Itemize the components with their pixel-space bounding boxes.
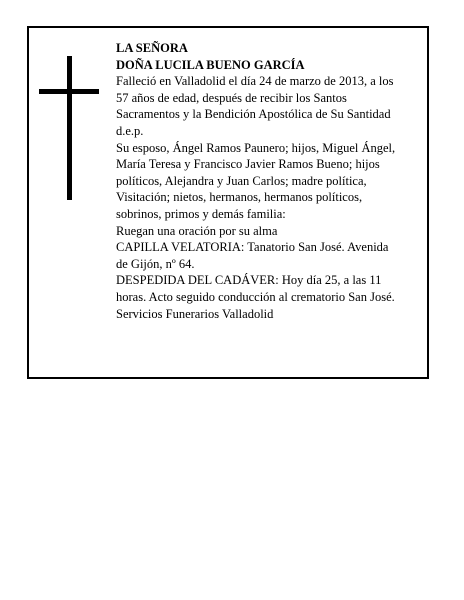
cross-vertical-bar bbox=[67, 56, 72, 200]
notice-line: DESPEDIDA DEL CADÁVER: Hoy día 25, a las 11 bbox=[116, 273, 382, 288]
cross-horizontal-bar bbox=[39, 89, 99, 94]
notice-line: CAPILLA VELATORIA: Tanatorio San José. Avenida bbox=[116, 240, 389, 255]
notice-title: LA SEÑORA bbox=[116, 41, 188, 55]
notice-line: Su esposo, Ángel Ramos Paunero; hijos, Miguel Ángel, bbox=[116, 140, 396, 155]
obituary-notice bbox=[27, 26, 429, 379]
notice-text bbox=[116, 40, 428, 322]
notice-line: horas. Acto seguido conducción al crematorio San José. bbox=[116, 289, 395, 304]
notice-line: Sacramentos y la Bendición Apostólica de Su Santidad bbox=[116, 107, 391, 122]
notice-line: d.e.p. bbox=[116, 123, 144, 138]
notice-line: Servicios Funerarios Valladolid bbox=[116, 306, 274, 321]
notice-line: Ruegan una oración por su alma bbox=[116, 223, 278, 238]
notice-line: Falleció en Valladolid el día 24 de marzo de 2013, a los bbox=[116, 74, 394, 89]
notice-line: de Gijón, nº 64. bbox=[116, 256, 195, 271]
deceased-name: DOÑA LUCILA BUENO GARCÍA bbox=[116, 57, 305, 72]
notice-line: María Teresa y Francisco Javier Ramos Bueno; hijos bbox=[116, 157, 380, 172]
notice-line: 57 años de edad, después de recibir los Santos bbox=[116, 90, 347, 105]
notice-line: políticos, Alejandra y Juan Carlos; madre política, bbox=[116, 173, 367, 188]
notice-line: sobrinos, primos y demás familia: bbox=[116, 206, 286, 221]
notice-line: Visitación; nietos, hermanos, hermanos políticos, bbox=[116, 190, 363, 205]
cross-icon bbox=[39, 56, 99, 200]
